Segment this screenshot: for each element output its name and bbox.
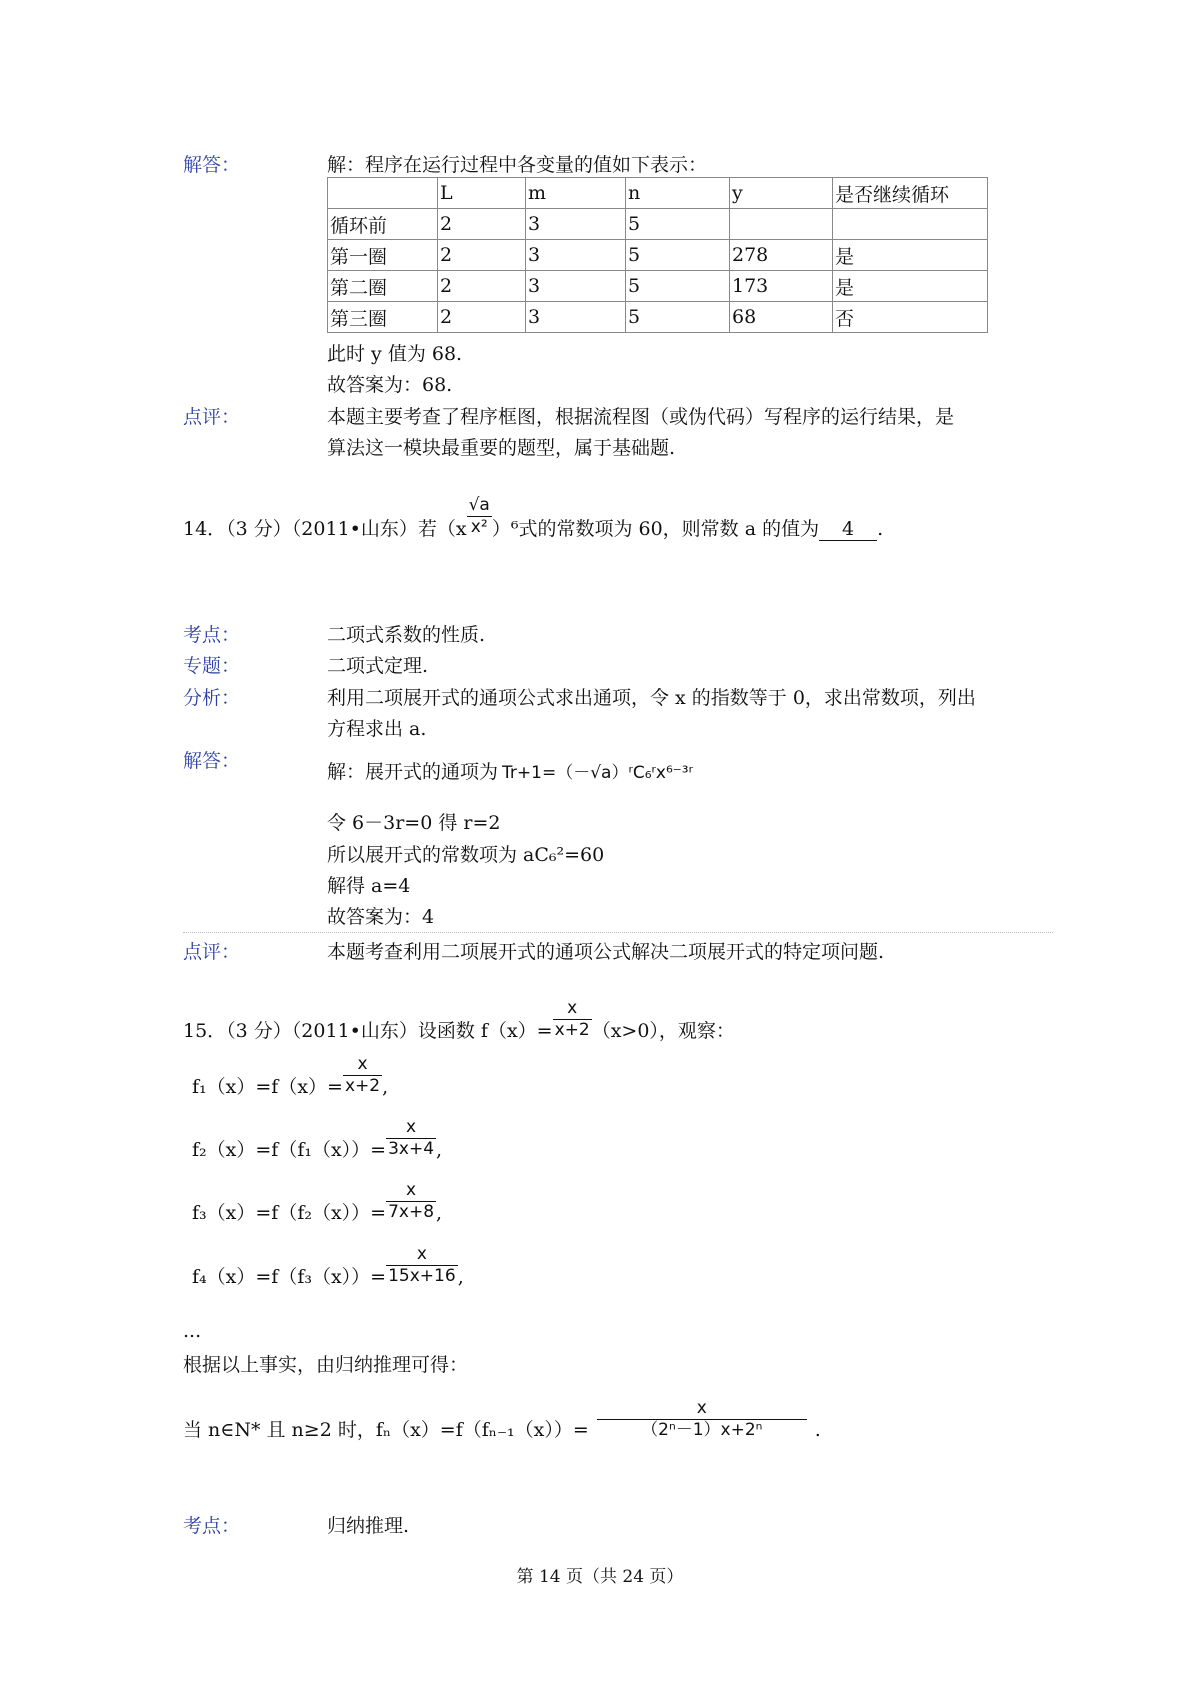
table-row (328, 302, 988, 333)
table-header-cell: L (438, 178, 526, 209)
equation-lhs: f₄（x）=f（f₃（x））= (192, 1266, 387, 1288)
q15-equation-3: f₃（x）=f（f₂（x））= $\frac{x}{7x+8}$ , (192, 1180, 443, 1224)
equation-fraction (343, 1054, 382, 1096)
q14-question: 14．（3 分）（2011•山东）若（x $\frac{√a}{\text{x²}}$ ）⁶式的常数项为 60，则常数 a 的值为 4 . (183, 495, 884, 540)
table-header-cell: n (626, 178, 730, 209)
equation-num: x (386, 1244, 458, 1265)
table-cell: 5 (626, 209, 730, 240)
table-cell: 2 (438, 271, 526, 302)
label-subject-q14: 专题： (183, 655, 241, 677)
q15-answer-blank (589, 1398, 815, 1441)
q14-answer-blank: 4 (819, 518, 877, 541)
table-cell: 278 (730, 240, 833, 271)
q13-answer-line: 故答案为：68. (327, 374, 453, 396)
equation-lhs: f₃（x）=f（f₂（x））= (192, 1202, 387, 1224)
q14-step2: 所以展开式的常数项为 aC₆²=60 (327, 844, 605, 866)
q15-def-num: x (553, 998, 592, 1019)
label-answer-q14: 解答： (183, 750, 241, 772)
dotted-divider (183, 932, 1053, 933)
equation-num: x (343, 1054, 382, 1075)
label-comment-q14: 点评： (183, 941, 241, 963)
table-row (328, 240, 988, 271)
equation-lhs: f₁（x）=f（x）= (192, 1076, 343, 1098)
table-cell: 第二圈 (328, 271, 438, 302)
q15-answer-num: x (597, 1398, 807, 1419)
table-cell: 68 (730, 302, 833, 333)
q14-step3: 解得 a=4 (327, 875, 411, 897)
table-cell: 5 (626, 240, 730, 271)
equation-num: x (386, 1180, 436, 1201)
q15-def-suffix: （x>0），观察： (591, 1020, 735, 1042)
q14-step4: 故答案为：4 (327, 906, 435, 928)
q15-ellipsis: ... (183, 1320, 202, 1342)
label-answer-q13: 解答： (183, 154, 241, 176)
table-cell: 2 (438, 209, 526, 240)
table-cell: 3 (526, 209, 626, 240)
q14-step1: 令 6－3r=0 得 r=2 (327, 812, 501, 834)
table-cell (730, 209, 833, 240)
q14-comment: 本题考查利用二项展开式的通项公式解决二项展开式的特定项问题. (327, 941, 885, 963)
label-analysis-q14: 分析： (183, 687, 241, 709)
table-cell: 循环前 (328, 209, 438, 240)
q15-equation-4: f₄（x）=f（f₃（x））= $\frac{x}{15x+16}$ , (192, 1244, 464, 1288)
variable-trace-table (327, 177, 988, 333)
table-row (328, 271, 988, 302)
q14-general-term: Tr+1=（－√a）ʳC₆ʳx⁶⁻³ʳ (502, 763, 693, 783)
page-footer: 第 14 页（共 24 页） (516, 1567, 684, 1587)
q13-result-line: 此时 y 值为 68. (327, 343, 463, 365)
table-cell: 5 (626, 302, 730, 333)
q13-intro: 解：程序在运行过程中各变量的值如下表示： (327, 154, 708, 176)
table-cell: 5 (626, 271, 730, 302)
q15-topic: 归纳推理. (327, 1515, 410, 1537)
q15-equation-1: f₁（x）=f（x）= $\frac{x}{x+2}$ , (192, 1054, 389, 1098)
table-cell: 否 (833, 302, 988, 333)
q14-subject: 二项式定理. (327, 655, 429, 677)
q14-analysis-line2: 方程求出 a. (327, 718, 427, 740)
equation-fraction (386, 1180, 436, 1222)
q13-comment-line2: 算法这一模块最重要的题型，属于基础题. (327, 437, 676, 459)
table-cell: 2 (438, 302, 526, 333)
q14-fraction (467, 495, 492, 537)
table-header-cell: m (526, 178, 626, 209)
q15-answer-fraction (597, 1398, 807, 1440)
equation-den: 7x+8 (388, 1201, 435, 1222)
table-cell: 173 (730, 271, 833, 302)
q14-suffix: ）⁶式的常数项为 60，则常数 a 的值为 (491, 518, 820, 540)
table-cell: 第一圈 (328, 240, 438, 271)
q15-def-fraction (553, 998, 592, 1040)
q15-prefix: 15．（3 分）（2011•山东）设函数 f（x）= (183, 1020, 553, 1042)
equation-fraction (386, 1244, 458, 1286)
table-header-row (328, 178, 988, 209)
q15-def-den: x+2 (554, 1019, 590, 1040)
q14-solution (327, 757, 693, 784)
table-cell: 第三圈 (328, 302, 438, 333)
q14-prefix: 14．（3 分）（2011•山东）若（x (183, 518, 467, 540)
table-header-cell (328, 178, 438, 209)
table-cell: 3 (526, 302, 626, 333)
table-header-cell: 是否继续循环 (833, 178, 988, 209)
table-cell: 是 (833, 240, 988, 271)
q14-topic: 二项式系数的性质. (327, 624, 486, 646)
q14-analysis-line1: 利用二项展开式的通项公式求出通项，令 x 的指数等于 0，求出常数项，列出 (327, 687, 976, 709)
q14-frac-den: x² (470, 516, 488, 537)
label-topic-q15: 考点： (183, 1515, 241, 1537)
table-row (328, 209, 988, 240)
equation-den: x+2 (344, 1075, 381, 1096)
table-cell: 是 (833, 271, 988, 302)
equation-num: x (386, 1117, 436, 1138)
q15-question-text: 当 n∈N* 且 n≥2 时，fₙ（x）=f（fₙ₋₁（x））= (183, 1419, 589, 1441)
table-cell: 2 (438, 240, 526, 271)
equation-den: 15x+16 (388, 1265, 456, 1286)
table-header-cell: y (730, 178, 833, 209)
table-cell: 3 (526, 240, 626, 271)
q15-question (183, 998, 735, 1043)
q15-final-question: 当 n∈N* 且 n≥2 时，fₙ（x）=f（fₙ₋₁（x））= $\frac{x}{\text{（2ⁿ－1）x+2ⁿ}}$ . (183, 1398, 821, 1441)
q14-frac-num: √a (468, 495, 490, 516)
label-comment-q13: 点评： (183, 406, 241, 428)
q15-equation-2: f₂（x）=f（f₁（x））= $\frac{x}{3x+4}$ , (192, 1117, 443, 1161)
q14-solution-prefix: 解：展开式的通项为 (327, 761, 499, 783)
equation-lhs: f₂（x）=f（f₁（x））= (192, 1139, 387, 1161)
table-cell (833, 209, 988, 240)
q15-answer-den: （2ⁿ－1）x+2ⁿ (641, 1419, 763, 1440)
label-topic-q14: 考点： (183, 624, 241, 646)
q13-comment-line1: 本题主要考查了程序框图，根据流程图（或伪代码）写程序的运行结果，是 (327, 406, 955, 428)
equation-fraction (386, 1117, 436, 1159)
equation-den: 3x+4 (388, 1138, 435, 1159)
table-cell: 3 (526, 271, 626, 302)
q15-induction: 根据以上事实，由归纳推理可得： (183, 1354, 469, 1376)
